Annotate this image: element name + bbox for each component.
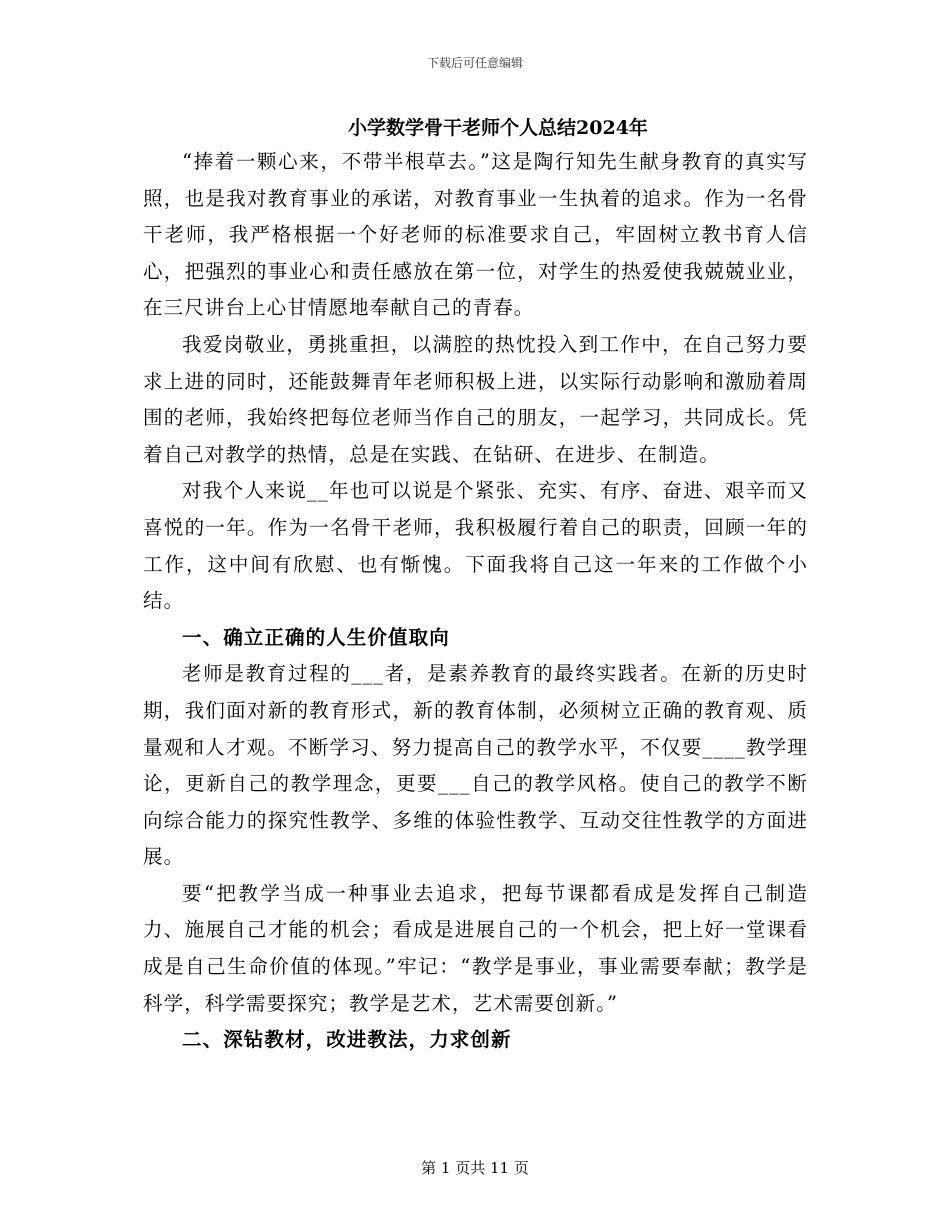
document-body xyxy=(143,144,808,1059)
page-header-note: 下载后可任意编辑 xyxy=(426,56,523,70)
body-paragraph: 老师是教育过程的___者，是素养教育的最终实践者。在新的历史时期，我们面对新的教育形式，新的教育体制，必须树立正确的教育观、质量观和人才观。不断学习、努力提高自己的教学水平，不仅要____教学理论，更新自己的教学理念，更要___自己的教学风格。使自己的教学不断向综合能力的探究性教学、多维的体验性教学、互动交往性教学的方面进展。 xyxy=(143,662,808,869)
body-paragraph: 我爱岗敬业，勇挑重担，以满腔的热忱投入到工作中，在自己努力要求上进的同时，还能鼓舞青年老师积极上进，以实际行动影响和激励着周围的老师，我始终把每位老师当作自己的朋友，一起学习，共同成长。凭着自己对教学的热情，总是在实践、在钻研、在进步、在制造。 xyxy=(143,332,808,466)
body-paragraph: “捧着一颗心来，不带半根草去。”这是陶行知先生献身教育的真实写照，也是我对教育事业的承诺，对教育事业一生执着的追求。作为一名骨干老师，我严格根据一个好老师的标准要求自己，牢固树立教书育人信心，把强烈的事业心和责任感放在第一位，对学生的热爱使我兢兢业业，在三尺讲台上心甘情愿地奉献自己的青春。 xyxy=(143,150,808,320)
body-paragraph: 要“把教学当成一种事业去追求，把每节课都看成是发挥自己制造力、施展自己才能的机会；看成是进展自己的一个机会，把上好一堂课看成是自己生命价值的体现。”牢记：“教学是事业，事业需要奉献；教学是科学，科学需要探究；教学是艺术，艺术需要创新。” xyxy=(143,881,808,1015)
section-heading: 二、深钻教材，改进教法，力求创新 xyxy=(182,1028,512,1052)
body-paragraph: 对我个人来说__年也可以说是个紧张、充实、有序、奋进、艰辛而又喜悦的一年。作为一名骨干老师，我积极履行着自己的职责，回顾一年的工作，这中间有欣慰、也有惭愧。下面我将自己这一年来的工作做个小结。 xyxy=(143,479,808,613)
page-number-footer: 第 1 页共 11 页 xyxy=(421,1159,529,1177)
document-title: 小学数学骨干老师个人总结2024年 xyxy=(348,117,648,139)
section-heading: 一、确立正确的人生价值取向 xyxy=(182,625,450,649)
